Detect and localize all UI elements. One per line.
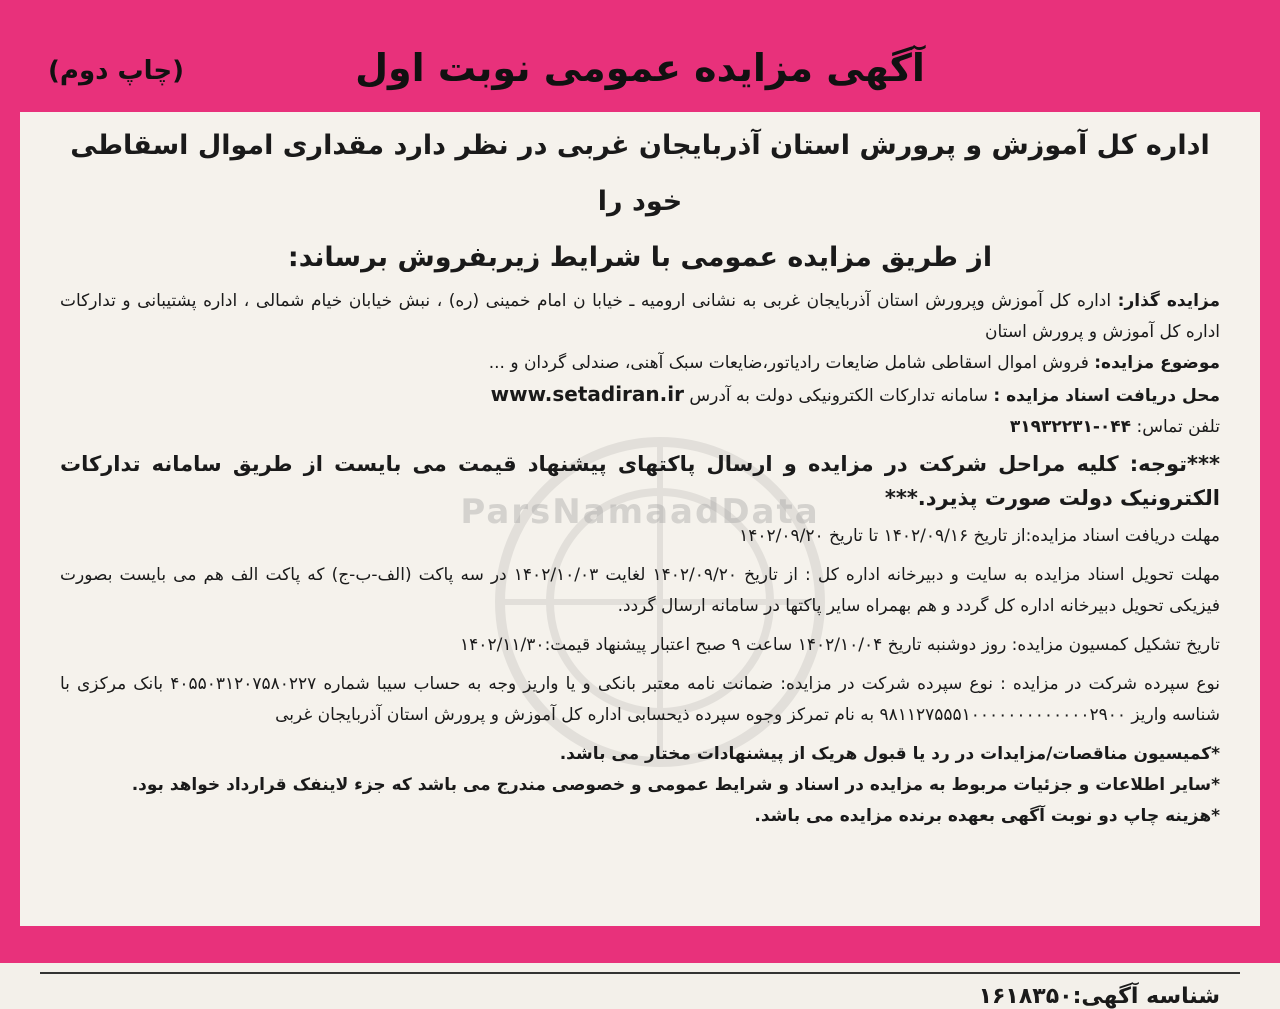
ad-body [20,112,1260,1009]
deadline-deliver: مهلت تحویل اسناد مزایده به سایت و دبیرخانه اداره کل : از تاریخ ۱۴۰۲/۰۹/۲۰ لغایت ۱۴۰۲/۱۰/۰۳ در سه پاکت (الف-ب-ج) که پاکت الف هم می بایست بصورت فیزیکی تحویل دبیرخانه اداره کل گردد و هم بهمراه سایر پاکتها در سامانه ارسال گردد. [60,565,1221,616]
ad-title: آگهی مزایده عمومی نوبت اول [355,46,925,90]
documents-text: سامانه تدارکات الکترونیکی دولت به آدرس [689,386,988,406]
auctioneer-text: اداره کل آموزش وپرورش استان آذربایجان غربی به نشانی ارومیه ـ خیابا ن امام خمینی (ره) ، نبش خیابان خیام شمالی ، اداره پشتیبانی و تدارکات اداره کل آموزش و پرورش استان [60,291,1220,342]
auctioneer-paragraph [60,286,1220,348]
subject-text: فروش اموال اسقاطی شامل ضایعات رادیاتور،ضایعات سبک آهنی، صندلی گردان و ... [488,353,1089,373]
notice-paragraph: ***توجه: کلیه مراحل شرکت در مزایده و ارسال پاکتهای پیشنهاد قیمت می بایست از طریق سامانه تدارکات الکترونیک دولت صورت پذیرد.*** [60,452,1220,510]
intro-line-2: از طریق مزایده عمومی با شرایط زیربفروش برساند: [287,242,993,273]
watermark-text: ParsNamaadData [460,492,820,532]
documents-url-link[interactable]: www.setadiran.ir [490,382,684,406]
deadline-receive: مهلت دریافت اسناد مزایده:از تاریخ ۱۴۰۲/۰۹/۱۶ تا تاریخ ۱۴۰۲/۰۹/۲۰ [739,526,1220,546]
bullet-item: *هزینه چاپ دو نوبت آگهی بعهده برنده مزایده می باشد. [754,806,1220,826]
phone-label: تلفن تماس: [1136,417,1220,437]
bullet-item: *کمیسیون مناقصات/مزایدات در رد یا قبول هریک از پیشنهادات مختار می باشد. [559,744,1220,764]
commission-date: تاریخ تشکیل کمسیون مزایده: روز دوشنبه تاریخ ۱۴۰۲/۱۰/۰۴ ساعت ۹ صبح اعتبار پیشنهاد قیمت:۱۴۰۲/۱۱/۳۰ [460,635,1220,655]
phone-paragraph [60,412,1220,443]
subject-paragraph [60,348,1220,379]
ad-id: شناسه آگهی:۱۶۱۸۳۵۰ [978,984,1220,1009]
title-band [20,44,1260,114]
documents-paragraph [60,379,1220,412]
edition-label: (چاپ دوم) [48,56,185,86]
auctioneer-label: مزایده گذار: [1117,291,1221,311]
documents-label: محل دریافت اسناد مزایده : [993,386,1220,406]
deposit-paragraph: نوع سپرده شرکت در مزایده : نوع سپرده شرکت در مزایده: ضمانت نامه معتبر بانکی و یا واریز وجه به حساب سیبا شماره ۴۰۵۵۰۳۱۲۰۷۵۸۰۲۲۷ بانک مرکزی با شناسه واریز ۹۸۱۱۲۷۵۵۵۱۰۰۰۰۰۰۰۰۰۰۰۰۰۲۹۰۰ به نام تمرکز وجوه سپرده ذیحسابی اداره کل آموزش و پرورش استان آذربایجان غربی [60,674,1220,725]
intro-line-1: اداره کل آموزش و پرورش استان آذربایجان غربی در نظر دارد مقداری اموال اسقاطی خود را [70,130,1210,217]
footer-divider [40,972,1240,974]
phone-value: ۰۴۴-۳۱۹۳۲۲۳۱ [1009,417,1132,437]
bullet-item: *سایر اطلاعات و جزئیات مربوط به مزایده در اسناد و شرایط عمومی و خصوصی مندرج می باشد که جزء لاینفک قرارداد خواهد بود. [131,775,1220,795]
ad-content [60,112,1220,832]
subject-label: موضوع مزایده: [1094,353,1220,373]
